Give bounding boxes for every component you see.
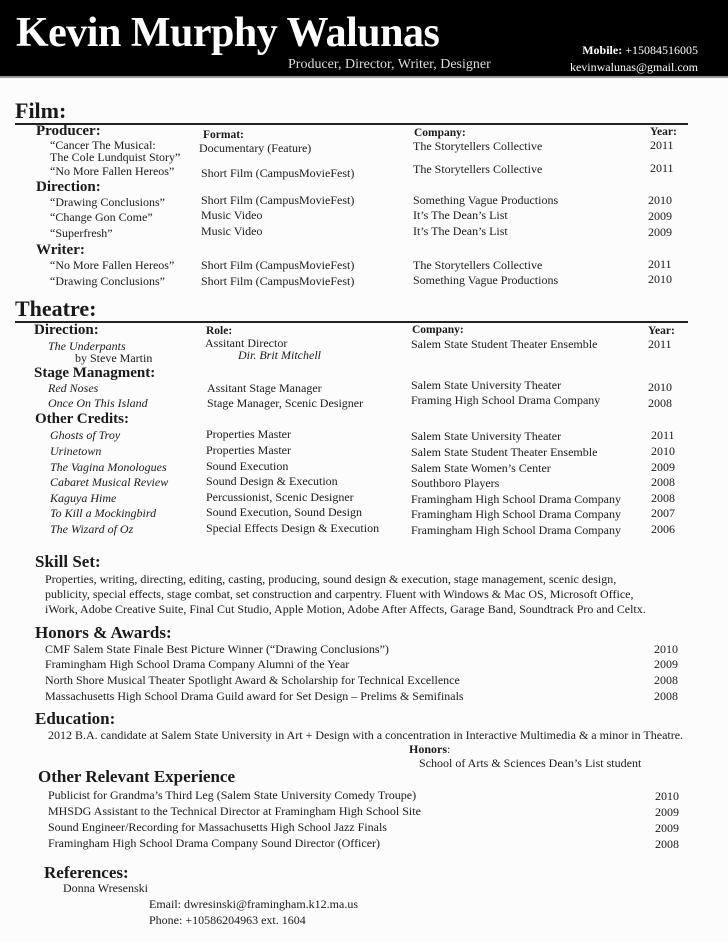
show-role: Stage Manager, Scenic Designer [207,396,364,410]
film-heading: Film: [15,98,67,123]
stage-management-heading: Stage Managment: [34,365,156,381]
film-company: It’s The Dean’s List [413,208,508,222]
mobile-number: +15084516005 [625,43,698,57]
divider [15,321,688,323]
show-role: Sound Execution, Sound Design [206,505,362,519]
format-header: Format: [203,129,244,141]
show-company: Salem State Women’s Center [411,461,551,475]
show-year: 2008 [648,396,672,410]
theatre-heading: Theatre: [15,296,97,321]
email-link[interactable]: kevinwalunas@gmail.com [569,60,698,74]
other-credits-heading: Other Credits: [35,411,130,427]
show-company: Framingham High School Drama Company [411,507,621,521]
education-honors-label [409,743,450,755]
show-role: Assitant Stage Manager [207,381,322,395]
show-title: Ghosts of Troy [50,428,121,442]
show-company: Framing High School Drama Company [411,393,601,407]
experience-text: Framingham High School Drama Company Sound Director (Officer) [48,836,381,850]
divider [15,123,688,125]
show-company: Salem State Student Theater Ensemble [411,445,598,459]
show-company: Salem State University Theater [411,429,562,443]
show-company: Framingham High School Drama Company [411,492,621,506]
film-format: Music Video [201,224,263,238]
show-year: 2006 [651,522,675,536]
education-heading: Education: [35,709,116,728]
reference-phone: Phone: +10586204963 ext. 1604 [149,913,306,927]
film-producer-heading: Producer: [36,123,101,139]
reference-email[interactable]: Email: dwresinski@framingham.k12.ma.us [149,897,359,911]
show-director: Dir. Brit Mitchell [238,348,321,362]
show-title: The Vagina Monologues [50,460,167,474]
mobile [582,43,698,57]
film-format: Short Film (CampusMovieFest) [201,193,355,207]
film-title: “Change Gon Come” [50,210,153,224]
year-header: Year: [650,126,677,138]
skills-line: iWork, Adobe Creative Suite, Final Cut Studio, Apple Motion, Adobe After Affects, Garage Band, Soundtrack Pro and Celtx. [45,602,646,616]
film-format: Short Film (CampusMovieFest) [201,258,355,272]
show-year: 2009 [651,460,675,474]
experience-text: Publicist for Grandma’s Third Leg (Salem State University Comedy Troupe) [48,788,417,802]
show-role: Properties Master [206,427,291,441]
show-company: Salem State Student Theater Ensemble [411,337,598,351]
honors-colon: : [447,742,451,756]
film-year: 2010 [648,193,672,207]
role-header: Role: [206,325,233,337]
film-format: Short Film (CampusMovieFest) [201,274,355,288]
show-role: Percussionist, Scenic Designer [206,490,354,504]
show-company: Salem State University Theater [411,378,562,392]
experience-year: 2009 [655,821,679,835]
film-company: The Storytellers Collective [413,139,543,153]
experience-year: 2008 [655,837,679,851]
show-year: 2010 [648,380,672,394]
show-title: Kaguya Hime [50,491,117,505]
show-title: To Kill a Mockingbird [50,506,157,520]
honor-text: North Shore Musical Theater Spotlight Award & Scholarship for Technical Excellence [45,673,460,687]
skills-heading: Skill Set: [35,552,101,571]
film-company: Something Vague Productions [413,193,559,207]
honor-text: Massachusetts High School Drama Guild award for Set Design – Prelims & Semifinals [45,689,464,703]
show-title: The Wizard of Oz [50,522,134,536]
mobile-label: Mobile: [582,43,623,57]
show-title: Cabaret Musical Review [50,475,169,489]
skills-line: publicity, special effects, stage combat, set construction and carpentry. Fluent with Windows & Mac OS, Microsoft Office, [45,587,634,601]
honor-year: 2009 [654,657,678,671]
honor-text: CMF Salem State Finale Best Picture Winner (“Drawing Conclusions”) [45,642,389,656]
show-title: Urinetown [50,444,102,458]
film-company: The Storytellers Collective [413,162,543,176]
film-company: The Storytellers Collective [413,258,543,272]
show-title: Once On This Island [48,396,148,410]
education-honors-text: School of Arts & Sciences Dean’s List student [419,756,642,770]
show-company: Southboro Players [411,476,500,490]
show-company: Framingham High School Drama Company [411,523,621,537]
experience-heading: Other Relevant Experience [38,767,236,786]
film-title: “Superfresh” [50,226,113,240]
honor-text: Framingham High School Drama Company Alumni of the Year [45,657,350,671]
honor-year: 2008 [654,689,678,703]
film-year: 2011 [650,161,674,175]
reference-name: Donna Wresenski [63,881,148,895]
header-banner [0,0,728,78]
theatre-direction-heading: Direction: [34,322,99,338]
company-header: Company: [414,127,466,139]
film-direction-heading: Direction: [36,179,101,195]
year-header: Year: [648,325,675,337]
experience-text: Sound Engineer/Recording for Massachusetts High School Jazz Finals [48,820,387,834]
film-company: Something Vague Productions [413,273,559,287]
education-text: 2012 B.A. candidate at Salem State University in Art + Design with a concentration in Interactive Multimedia & a minor in Theatre. [48,728,684,742]
honors-heading: Honors & Awards: [35,623,172,642]
show-year: 2008 [651,491,675,505]
film-format: Documentary (Feature) [199,141,312,155]
show-year: 2011 [648,337,672,351]
show-role: Assitant Director [205,336,288,350]
show-year: 2010 [651,444,675,458]
honor-year: 2008 [654,673,678,687]
show-role: Sound Design & Execution [206,474,338,488]
film-title: “Drawing Conclusions” [50,274,165,288]
film-year: 2010 [648,272,672,286]
show-role: Special Effects Design & Execution [206,521,380,535]
show-year: 2008 [651,475,675,489]
film-title: “No More Fallen Hereos” [50,258,175,272]
skills-line: Properties, writing, directing, editing, casting, producing, sound design & execution, stage management, scenic design, [45,572,617,586]
show-author: by Steve Martin [75,351,153,365]
show-year: 2007 [651,506,675,520]
show-year: 2011 [651,428,675,442]
honors-label: Honors [409,742,448,756]
film-company: It’s The Dean’s List [413,224,508,238]
film-year: 2011 [648,257,672,271]
resume-name: Kevin Murphy Walunas [16,10,440,56]
film-format: Short Film (CampusMovieFest) [201,166,355,180]
honor-year: 2010 [654,642,678,656]
show-title: Red Noses [48,381,99,395]
film-year: 2011 [650,138,674,152]
film-format: Music Video [201,208,263,222]
film-year: 2009 [648,209,672,223]
film-writer-heading: Writer: [36,242,85,258]
show-role: Properties Master [206,443,291,457]
show-title: The Underpants [48,339,126,353]
show-role: Sound Execution [206,459,289,473]
references-heading: References: [44,863,129,882]
experience-year: 2009 [655,805,679,819]
experience-text: MHSDG Assistant to the Technical Director at Framingham High School Site [48,804,421,818]
film-title: “No More Fallen Hereos” [50,164,175,178]
film-year: 2009 [648,225,672,239]
film-title: “Cancer The Musical: [50,138,156,152]
tagline: Producer, Director, Writer, Designer [288,57,491,72]
film-title-cont: The Cole Lundquist Story” [50,150,181,164]
experience-year: 2010 [655,789,679,803]
company-header: Company: [412,324,464,336]
film-title: “Drawing Conclusions” [50,195,165,209]
